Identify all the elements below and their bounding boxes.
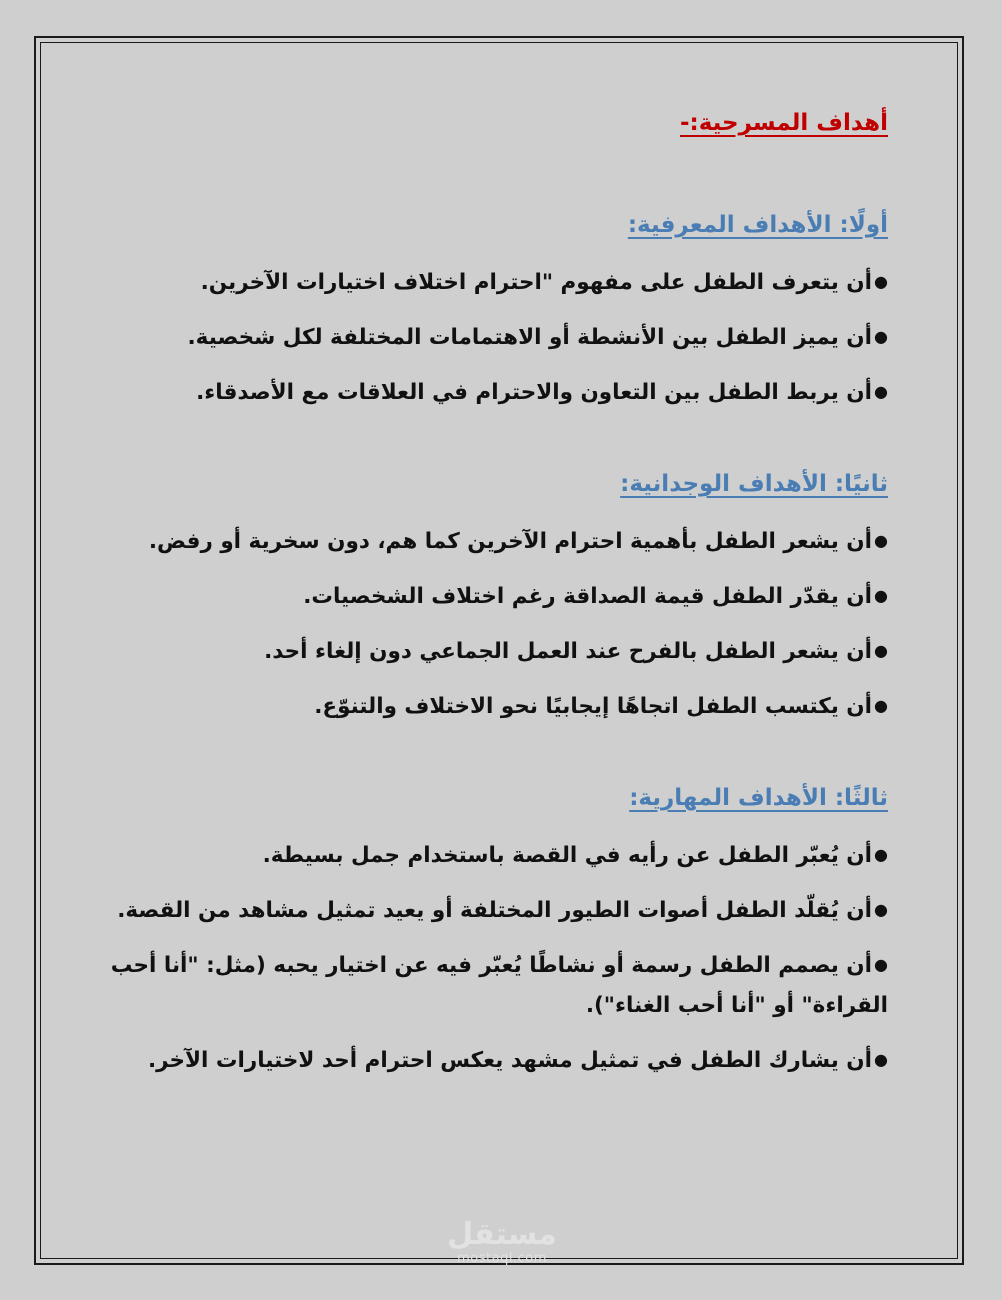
page-title: أهداف المسرحية:- bbox=[679, 110, 888, 136]
bullet-icon: ● bbox=[874, 845, 888, 864]
list-item-text: أن يشعر الطفل بأهمية احترام الآخرين كما هم، دون سخرية أو رفض. bbox=[148, 529, 873, 554]
cognitive-goals-list bbox=[100, 262, 888, 413]
bullet-icon: ● bbox=[874, 272, 888, 291]
affective-goals-list bbox=[100, 521, 888, 727]
list-item bbox=[100, 521, 888, 562]
bullet-icon: ● bbox=[874, 327, 888, 346]
bullet-icon: ● bbox=[874, 531, 888, 550]
document-body bbox=[100, 110, 888, 1095]
bullet-icon: ● bbox=[874, 382, 888, 401]
watermark-latin: mostaql.com bbox=[457, 1251, 547, 1266]
list-item-text: أن يشارك الطفل في تمثيل مشهد يعكس احترام أحد لاختيارات الآخر. bbox=[148, 1048, 873, 1073]
bullet-icon: ● bbox=[874, 900, 888, 919]
section-affective bbox=[100, 471, 888, 727]
list-item bbox=[100, 576, 888, 617]
section-skills bbox=[100, 785, 888, 1081]
list-item bbox=[100, 686, 888, 727]
skills-goals-list bbox=[100, 835, 888, 1081]
list-item bbox=[100, 317, 888, 358]
list-item-text: أن يُقلّد الطفل أصوات الطيور المختلفة أو يعيد تمثيل مشاهد من القصة. bbox=[117, 898, 873, 923]
list-item-text: أن يربط الطفل بين التعاون والاحترام في العلاقات مع الأصدقاء. bbox=[196, 380, 873, 405]
list-item-text: أن يقدّر الطفل قيمة الصداقة رغم اختلاف الشخصيات. bbox=[303, 584, 873, 609]
list-item-text: أن يتعرف الطفل على مفهوم "احترام اختلاف اختيارات الآخرين. bbox=[200, 270, 873, 295]
list-item-text: أن يُعبّر الطفل عن رأيه في القصة باستخدام جمل بسيطة. bbox=[262, 843, 873, 868]
section-cognitive bbox=[100, 212, 888, 413]
bullet-icon: ● bbox=[874, 696, 888, 715]
list-item bbox=[100, 372, 888, 413]
section-title-skills: ثالثًا: الأهداف المهارية: bbox=[629, 785, 888, 811]
list-item-text: أن يصمم الطفل رسمة أو نشاطًا يُعبّر فيه عن اختيار يحبه (مثل: "أنا أحب القراءة" أو "أنا أحب الغناء"). bbox=[110, 953, 888, 1018]
list-item bbox=[100, 945, 888, 1026]
section-title-affective: ثانيًا: الأهداف الوجدانية: bbox=[620, 471, 888, 497]
list-item-text: أن يشعر الطفل بالفرح عند العمل الجماعي دون إلغاء أحد. bbox=[264, 639, 873, 664]
list-item-text: أن يميز الطفل بين الأنشطة أو الاهتمامات المختلفة لكل شخصية. bbox=[187, 325, 873, 350]
section-title-cognitive: أولًا: الأهداف المعرفية: bbox=[627, 212, 888, 238]
list-item bbox=[100, 262, 888, 303]
list-item bbox=[100, 1040, 888, 1081]
list-item-text: أن يكتسب الطفل اتجاهًا إيجابيًا نحو الاختلاف والتنوّع. bbox=[314, 694, 873, 719]
bullet-icon: ● bbox=[874, 586, 888, 605]
list-item bbox=[100, 631, 888, 672]
list-item bbox=[100, 890, 888, 931]
watermark-arabic: مستقل bbox=[447, 1217, 557, 1252]
bullet-icon: ● bbox=[874, 1050, 888, 1069]
bullet-icon: ● bbox=[874, 641, 888, 660]
bullet-icon: ● bbox=[874, 955, 888, 974]
list-item bbox=[100, 835, 888, 876]
